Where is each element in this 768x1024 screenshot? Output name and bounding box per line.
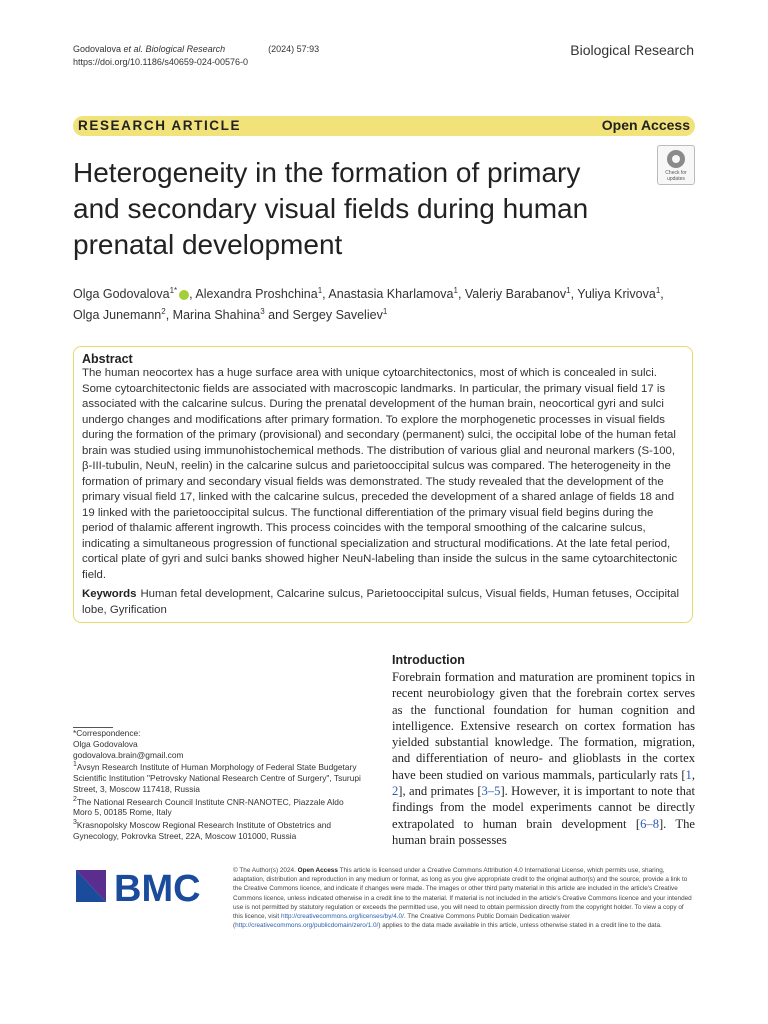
check-updates-label: Check for updates xyxy=(665,170,687,182)
author-name[interactable]: Olga Junemann xyxy=(73,308,162,323)
license-text xyxy=(233,866,695,930)
author-name[interactable]: , Marina Shahina xyxy=(165,308,261,323)
bmc-logo xyxy=(76,866,216,906)
author-list xyxy=(73,282,695,324)
citation-link[interactable]: 1 xyxy=(685,767,692,782)
license-part: . The Creative Commons Public Domain Dedication waiver ( xyxy=(233,913,570,930)
affiliation-3 xyxy=(73,818,363,841)
license-lead: © The Author(s) 2024. xyxy=(233,867,298,874)
author-affiliation-mark: 1 xyxy=(382,307,388,317)
license-link[interactable]: http://creativecommons.org/publicdomain/zero/1.0/ xyxy=(235,922,379,930)
author-separator: , xyxy=(660,287,664,302)
journal-name: Biological Research xyxy=(570,42,694,58)
keywords xyxy=(82,587,686,618)
citation-year: (2024) 57:93 xyxy=(268,44,320,54)
citation-link[interactable]: 6–8 xyxy=(640,816,659,831)
bmc-logo-text: BMC xyxy=(114,868,201,906)
author-name[interactable]: , Anastasia Kharlamova xyxy=(322,287,454,302)
check-updates-icon xyxy=(667,150,685,168)
author-affiliation-mark: 1* xyxy=(169,286,178,295)
article-title: Heterogeneity in the formation of primary and secondary visual fields during human prenatal development xyxy=(73,157,589,260)
license-open-access: Open Access xyxy=(297,867,338,874)
correspondence-name: Olga Godovalova xyxy=(73,738,138,749)
author-affiliation-mark: 1 xyxy=(453,286,458,295)
author-name[interactable]: , Alexandra Proshchina xyxy=(189,287,318,302)
correspondence-email[interactable]: godovalova.brain@gmail.com xyxy=(73,749,184,760)
intro-text-part: ]. However, it is important to note that findings from the model experiments cannot be directly extrapolated to human brain development [ xyxy=(392,784,695,831)
affiliation-mark: 1 xyxy=(73,761,77,769)
affiliation-mark: 3 xyxy=(73,818,77,826)
author-affiliation-mark: 1 xyxy=(317,286,323,295)
citation-link[interactable]: 3–5 xyxy=(481,784,501,799)
affiliation-text: Avsyn Research Institute of Human Morphology of Federal State Budgetary Scientific Institution "Petrovsky National Research Centre of Surgery", Tsurupi Street, 3, Moscow 117418, Russia xyxy=(73,762,361,794)
author-name[interactable]: Olga Godovalova xyxy=(73,287,170,302)
orcid-icon[interactable] xyxy=(179,290,189,300)
author-affiliation-mark: 1 xyxy=(566,286,571,295)
intro-text-part: ]. The human brain possesses xyxy=(392,816,696,847)
open-access-label: Open Access xyxy=(601,117,690,133)
citation-header xyxy=(73,43,319,69)
license-part: ) applies to the data made available in this article, unless otherwise stated in a credit line to the data. xyxy=(378,922,662,930)
article-type-ribbon xyxy=(73,116,695,136)
affiliation-text: The National Research Council Institute CNR-NANOTEC, Piazzale Aldo Moro 5, 00185 Rome, Italy xyxy=(73,796,344,818)
author-affiliation-mark: 1 xyxy=(655,286,661,295)
citation-author: Godovalova xyxy=(73,44,122,54)
license-part: This article is licensed under a Creative Commons Attribution 4.0 International License, which permits use, sharing, adaptation, distribution and reproduction in any medium or format, as long as you give appropriate credit to the original author(s) and the source, provide a link to the Creative Commons licence, and indicate if changes were made. The images or other third party material in this article are included in the article's Creative Commons licence, unless indicated otherwise in a credit line to the material. If material is not included in the article's Creative Commons licence and your intended use is not permitted by statutory regulation or exceeds the permitted use, you will need to obtain permission directly from the copyright holder. To view a copy of this licence, visit xyxy=(233,867,692,921)
keywords-label: Keywords xyxy=(82,588,137,600)
citation-journal: et al. Biological Research xyxy=(121,44,226,54)
affiliation-mark: 2 xyxy=(73,795,77,803)
author-affiliation-mark: 3 xyxy=(260,307,265,317)
author-name[interactable]: , Valeriy Barabanov xyxy=(457,287,567,302)
affiliation-text: Krasnopolsky Moscow Regional Research Institute of Obstetrics and Gynecology, Pokrovka Street, 22A, Moscow 101000, Russia xyxy=(73,819,332,841)
introduction-text xyxy=(392,669,695,848)
citation-line xyxy=(73,43,319,56)
article-type-label: RESEARCH ARTICLE xyxy=(78,118,242,133)
doi-link[interactable]: https://doi.org/10.1186/s40659-024-00576-0 xyxy=(73,57,248,67)
author-name[interactable]: and Sergey Saveliev xyxy=(264,308,383,323)
correspondence-block xyxy=(73,728,363,841)
author-name[interactable]: , Yuliya Krivova xyxy=(570,287,656,302)
abstract-box xyxy=(73,346,693,623)
intro-text-part: , xyxy=(691,767,695,782)
intro-text-part: ], and primates [ xyxy=(398,784,482,799)
abstract-text: The human neocortex has a huge surface area with unique cytoarchitectonics, most of which is concealed in sulci. Some cytoarchitectonic fields are associated with macroscopic landmarks. In particular, the primary visual field 17 is associated with the calcarine sulcus. During the prenatal development of the human brain, neocortical gyri and sulci undergo changes and modifications after primary formation. To explore the morphogenetic processes in visual fields during the formation of the primary (provisional) and secondary (permanent) sulci, the occipital lobe of the human fetal brain was studied using immunohistochemical methods. The distribution of various glial and neuronal markers (S-100, β-III-tubulin, NeuN, reelin) in the calcarine sulcus and parietooccipital sulcus was compared. The heterogeneity in the formation of primary and secondary visual fields was demonstrated. The study revealed that the development of the primary visual field 17, linked with the calcarine sulcus, preceded the development of a shared anlage of fields 18 and 19 linked with the parietooccipital sulcus. The functional differentiation of the primary visual field begins during the period of thalamic afferent ingrowth. This process coincides with the temporal smoothing of the calcarine sulcus, indicating a simultaneous progression of functional specialization and structural modifications. At the late fetal period, cortical plate of gyri and sulci banks showed higher NeuN-labeling than inside the sulcus in the same cytoarchitectonic field. xyxy=(82,367,678,581)
affiliation-2 xyxy=(73,795,363,818)
intro-text-part: Forebrain formation and maturation are prominent topics in recent neurobiology given that the forebrain cortex serves as the functional foundation for human cognition and intelligence. Extensive research on cortex formation has yielded substantial knowledge. The formation, migration, and differentiation of neuro- and glioblasts in the cortex have been studied on various mammals, particularly rats [ xyxy=(392,670,695,782)
author-affiliation-mark: 2 xyxy=(161,307,166,317)
correspondence-label: *Correspondence: xyxy=(73,728,141,738)
keywords-text: Human fetal development, Calcarine sulcus, Parietooccipital sulcus, Visual fields, Human fetuses, Occipital lobe, Gyrification xyxy=(82,588,680,616)
check-for-updates-button[interactable] xyxy=(657,145,695,185)
abstract-heading: Abstract xyxy=(82,352,133,366)
affiliation-1 xyxy=(73,760,363,794)
introduction-heading: Introduction xyxy=(392,653,465,667)
license-link[interactable]: http://creativecommons.org/licenses/by/4.0/ xyxy=(280,913,404,921)
citation-link[interactable]: 2 xyxy=(392,784,399,799)
